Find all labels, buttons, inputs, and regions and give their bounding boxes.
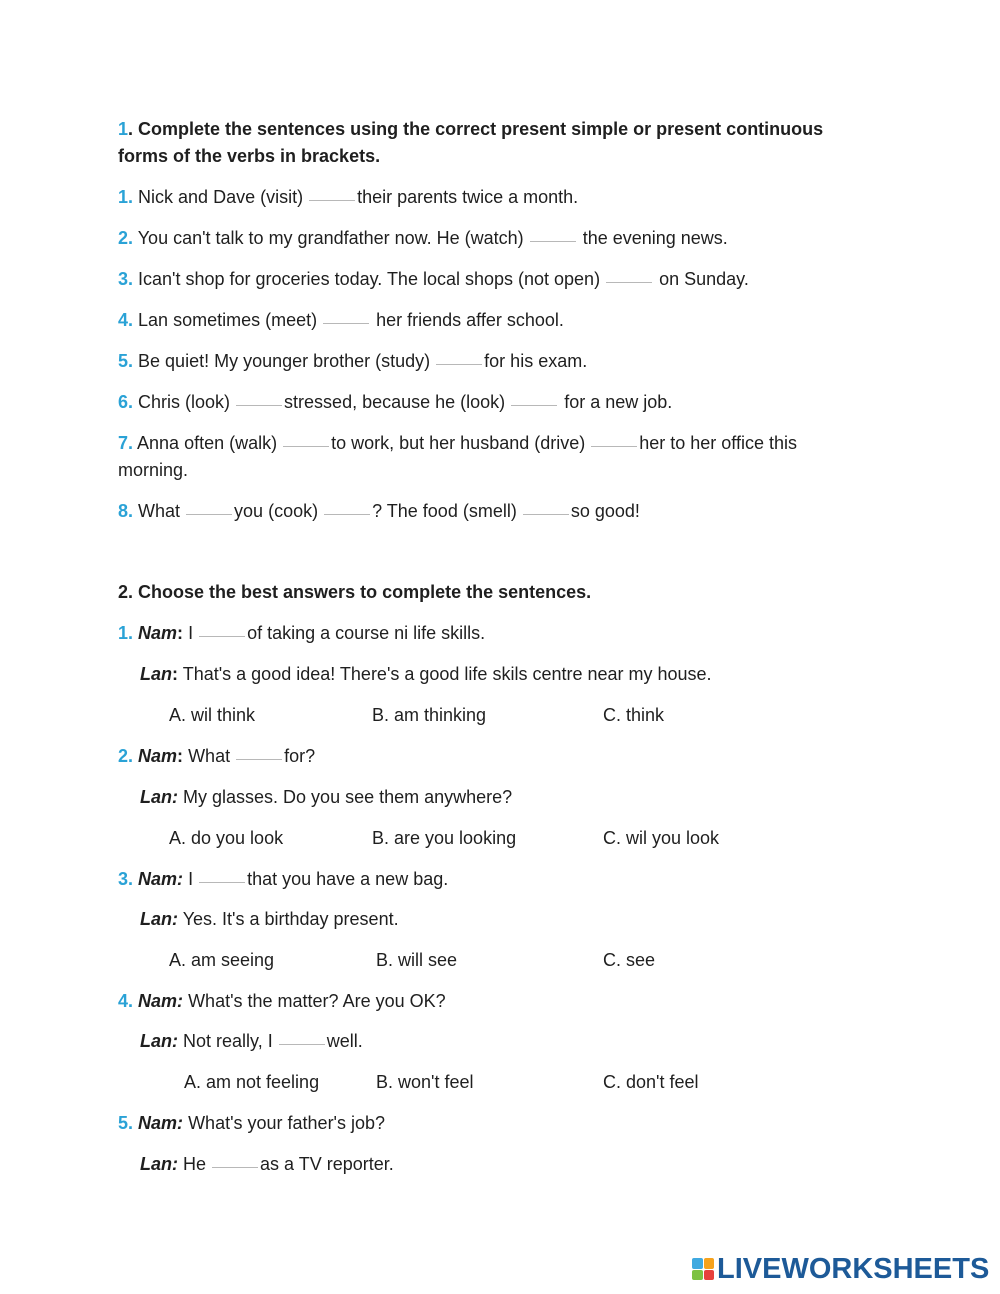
section-2-instruction: 2. Choose the best answers to complete the sentences. [118, 582, 592, 602]
exercise-2-item-3-reply: Lan: Yes. It's a birthday present. [140, 909, 399, 929]
exercise-1-item-8: 8. What you (cook) ? The food (smell) so good! [118, 501, 640, 521]
option-b[interactable]: B. will see [376, 950, 458, 970]
answer-blank[interactable] [212, 1167, 258, 1168]
speaker-lan: Lan: [140, 909, 178, 929]
section-1-number: 1 [118, 119, 129, 139]
exercise-2-item-2: 2. Nam: What for? [118, 746, 316, 766]
answer-blank[interactable] [530, 241, 576, 242]
logo-text: LIVEWORKSHEETS [717, 1252, 990, 1285]
option-c[interactable]: C. see [603, 950, 656, 970]
answer-blank[interactable] [199, 882, 245, 883]
option-c[interactable]: C. don't feel [603, 1072, 699, 1092]
answer-blank[interactable] [309, 200, 355, 201]
option-c[interactable]: C. think [603, 705, 665, 725]
option-a[interactable]: A. do you look [169, 828, 284, 848]
exercise-2-item-5-reply: Lan: He as a TV reporter. [140, 1154, 394, 1174]
exercise-2-item-5: 5. Nam: What's your father's job? [118, 1113, 386, 1133]
answer-blank[interactable] [236, 405, 282, 406]
exercise-1-item-5: 5. Be quiet! My younger brother (study) for his exam. [118, 351, 588, 371]
speaker-lan: Lan: [140, 1154, 178, 1174]
speaker-lan: Lan: [140, 787, 178, 807]
exercise-2-item-2-reply: Lan: My glasses. Do you see them anywhere? [140, 787, 513, 807]
answer-blank[interactable] [523, 514, 569, 515]
answer-blank[interactable] [283, 446, 329, 447]
option-b[interactable]: B. won't feel [376, 1072, 474, 1092]
section-1-instruction-line2: forms of the verbs in brackets. [118, 146, 381, 166]
answer-blank[interactable] [199, 636, 245, 637]
exercise-1-item-3: 3. Ican't shop for groceries today. The local shops (not open) on Sunday. [118, 269, 749, 289]
exercise-1-item-6: 6. Chris (look) stressed, because he (look) for a new job. [118, 392, 673, 412]
speaker-lan: Lan: [140, 1031, 178, 1051]
section-1-instruction: 1. Complete the sentences using the correct present simple or present continuous [118, 119, 824, 139]
liveworksheets-logo[interactable] [692, 1252, 989, 1286]
option-b[interactable]: B. am thinking [372, 705, 487, 725]
exercise-1-item-1: 1. Nick and Dave (visit) their parents twice a month. [118, 187, 579, 207]
exercise-2-item-1: 1. Nam: I of taking a course ni life skills. [118, 623, 486, 643]
option-b[interactable]: B. are you looking [372, 828, 517, 848]
option-a[interactable]: A. am not feeling [184, 1072, 320, 1092]
speaker-nam: Nam: [138, 991, 184, 1011]
answer-blank[interactable] [323, 323, 369, 324]
answer-blank[interactable] [511, 405, 557, 406]
exercise-1-item-4: 4. Lan sometimes (meet) her friends affer school. [118, 310, 564, 330]
exercise-1-item-2: 2. You can't talk to my grandfather now. He (watch) the evening news. [118, 228, 728, 248]
option-a[interactable]: A. wil think [169, 705, 256, 725]
answer-blank[interactable] [279, 1044, 325, 1045]
answer-blank[interactable] [606, 282, 652, 283]
answer-blank[interactable] [591, 446, 637, 447]
answer-blank[interactable] [324, 514, 370, 515]
exercise-2-item-4-reply: Lan: Not really, I well. [140, 1031, 363, 1051]
speaker-lan: Lan [140, 664, 173, 684]
answer-blank[interactable] [186, 514, 232, 515]
exercise-1-item-7-continued: morning. [118, 460, 189, 480]
answer-blank[interactable] [236, 759, 282, 760]
exercise-2-item-3: 3. Nam: I that you have a new bag. [118, 869, 449, 889]
answer-blank[interactable] [436, 364, 482, 365]
exercise-2-item-4: 4. Nam: What's the matter? Are you OK? [118, 991, 446, 1011]
speaker-nam: Nam [138, 746, 178, 766]
option-c[interactable]: C. wil you look [603, 828, 720, 848]
speaker-nam: Nam: [138, 869, 184, 889]
logo-mark-icon [692, 1258, 714, 1280]
speaker-nam: Nam [138, 623, 178, 643]
exercise-2-item-1-reply: Lan: That's a good idea! There's a good life skils centre near my house. [140, 664, 712, 684]
option-a[interactable]: A. am seeing [169, 950, 275, 970]
speaker-nam: Nam: [138, 1113, 184, 1133]
exercise-1-item-7: 7. Anna often (walk) to work, but her husband (drive) her to her office this [118, 433, 798, 453]
